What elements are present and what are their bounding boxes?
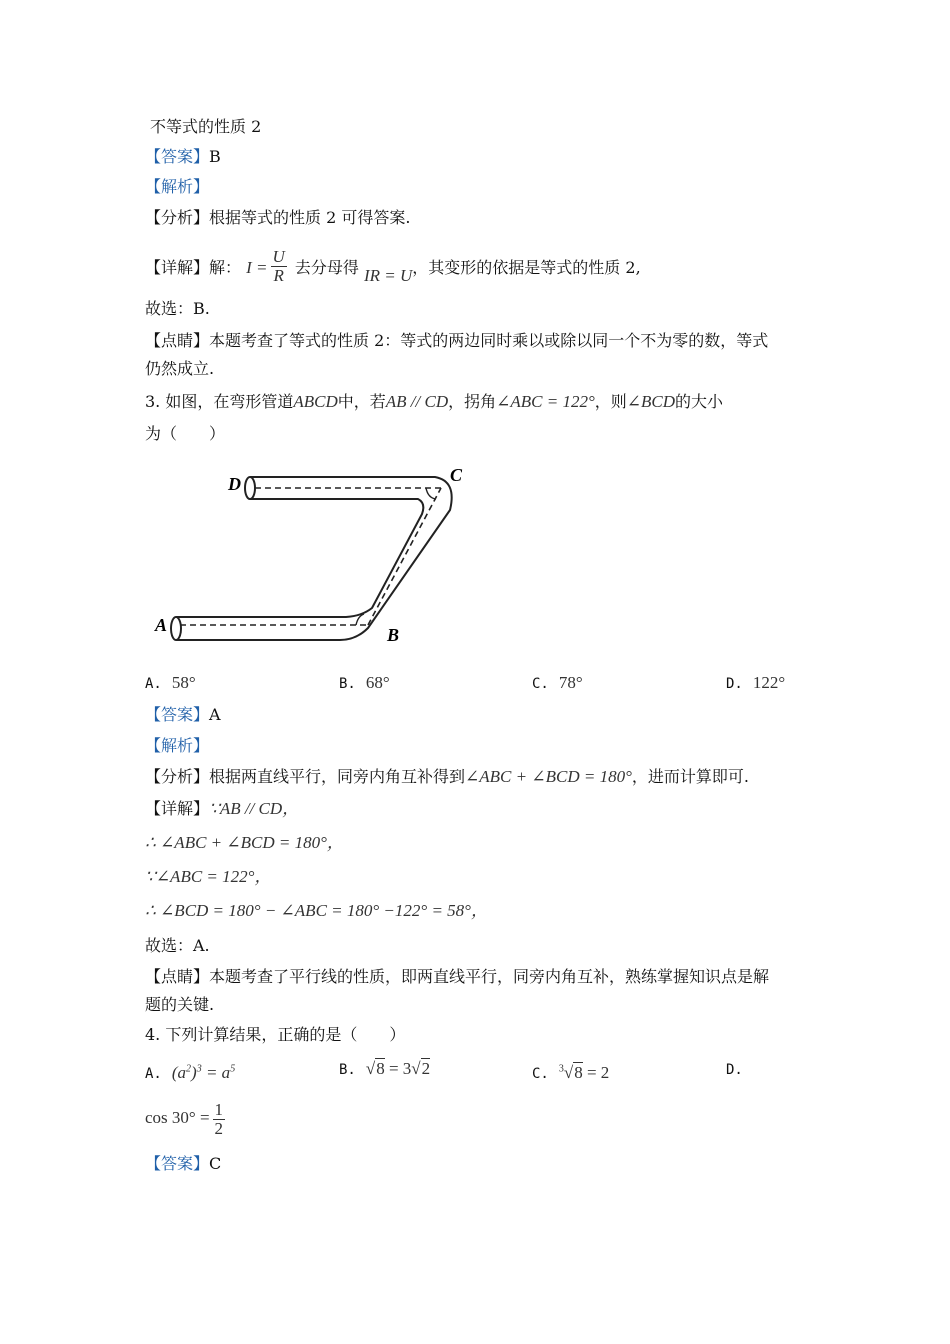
q4-stem: 4. 下列计算结果，正确的是（ ）: [145, 1025, 406, 1044]
cos-lhs: cos 30° =: [145, 1108, 210, 1127]
detail-tag: 【详解】: [145, 258, 210, 277]
q3-choice: 故选：A.: [145, 936, 210, 955]
frac-den: 2: [214, 1118, 224, 1138]
answer-tag: 【答案】: [145, 1154, 210, 1173]
q3-fenxi-b: ，进而计算即可.: [631, 767, 749, 786]
q3-step1: ∴ ∠ABC + ∠BCD = 180°，: [145, 833, 344, 852]
option-letter: D.: [726, 1062, 743, 1078]
fenxi-tag: 【分析】: [145, 208, 210, 227]
q3-option-b[interactable]: [339, 672, 390, 695]
q3-option-a[interactable]: [145, 672, 196, 695]
answer-tag: 【答案】: [145, 147, 210, 166]
q2-eq-result: IR = U: [364, 266, 413, 285]
q3-angle-abc: ∠ABC = 122°: [496, 392, 595, 411]
angle-arc-c: [426, 488, 436, 499]
label-d: D: [228, 474, 241, 494]
q3-stem-e: 的大小: [675, 392, 724, 411]
q3-parallel: AB // CD: [385, 392, 449, 411]
option-value: 58°: [171, 673, 196, 692]
dashed-bc: [368, 488, 441, 625]
label-a: A: [155, 615, 168, 635]
q2-dianjing-line1: 本题考查了等式的性质 2：等式的两边同时乘以或除以同一个不为零的数，等式: [209, 331, 769, 350]
q3-stem-d: ，则: [594, 392, 627, 411]
q4-option-c[interactable]: [532, 1058, 609, 1085]
option-letter: B.: [339, 676, 356, 692]
dianjing-tag: 【点睛】: [145, 967, 210, 986]
header-line: 不等式的性质 2: [150, 117, 262, 136]
pipe-outer-edge: [176, 477, 452, 640]
label-c: C: [450, 465, 463, 485]
expr-base: (a: [171, 1062, 187, 1082]
q2-frac-lhs: I =: [246, 258, 268, 277]
q3-step2: ∵∠ABC = 122°，: [145, 867, 272, 886]
q3-option-c[interactable]: [532, 672, 583, 695]
label-b: B: [387, 625, 400, 645]
q3-angle-bcd: ∠BCD: [626, 392, 676, 411]
q4-answer-value: C: [209, 1154, 222, 1173]
pipe-end-d: [245, 477, 255, 499]
q2-frac-num: U: [272, 247, 285, 266]
q2-dianjing-line2: 仍然成立.: [145, 359, 215, 378]
option-value: 78°: [558, 673, 583, 692]
q3-dianjing-line1: 本题考查了平行线的性质，即两直线平行，同旁内角互补，熟练掌握知识点是解: [209, 967, 770, 986]
expr-mid: = 3: [384, 1059, 412, 1078]
detail-tag: 【详解】: [145, 799, 210, 818]
cos-fraction: [213, 1101, 226, 1138]
answer-tag: 【答案】: [145, 705, 210, 724]
q2-fenxi-text: 根据等式的性质 2 可得答案.: [209, 208, 411, 227]
expr-exp1: 2: [186, 1063, 192, 1074]
q3-dianjing: [145, 966, 769, 988]
option-value: 122°: [752, 673, 786, 692]
q3-stem-b: 中，若: [337, 392, 386, 411]
q4-option-d-expr: [145, 1096, 228, 1140]
option-letter: A.: [145, 1065, 162, 1082]
q3-detail-line1: ∵AB // CD，: [209, 799, 300, 818]
q2-analysis-tag: 【解析】: [145, 177, 210, 196]
q3-fenxi-a: 根据两直线平行，同旁内角互补得到: [209, 767, 466, 786]
radicand-1: 8: [376, 1059, 385, 1078]
expr-eq: = a: [201, 1062, 231, 1082]
q3-answer: [145, 704, 221, 726]
fenxi-tag: 【分析】: [145, 767, 210, 786]
q4-option-d[interactable]: [726, 1058, 753, 1081]
q2-detail-prefix: 解：: [209, 258, 242, 277]
q3-analysis-tag: 【解析】: [145, 736, 210, 755]
q3-stem-a: 3. 如图，在弯形管道: [145, 392, 294, 411]
option-letter: D.: [726, 676, 743, 692]
option-letter: C.: [532, 1065, 549, 1082]
option-letter: B.: [339, 1062, 356, 1078]
q3-answer-value: A: [209, 705, 221, 724]
radicand: 8: [574, 1062, 583, 1082]
radicand-2: 2: [421, 1059, 431, 1078]
q2-answer-value: B: [209, 147, 221, 166]
dianjing-tag: 【点睛】: [145, 331, 210, 350]
q2-choice: 故选：B.: [145, 299, 210, 318]
q3-abcd: ABCD: [293, 392, 338, 411]
q2-detail: [145, 247, 641, 287]
option-c-expr: $^3$√8 = 2: [558, 1062, 610, 1082]
pipe-end-a: [171, 617, 181, 640]
q3-fenxi: [145, 766, 749, 788]
q4-option-a[interactable]: [145, 1058, 235, 1085]
q3-dianjing-line2: 题的关键.: [145, 995, 215, 1014]
q2-answer: [145, 146, 221, 168]
pipe-inner-edge: [176, 499, 423, 617]
q4-answer: [145, 1153, 221, 1175]
q3-stem: [145, 391, 723, 413]
option-letter: C.: [532, 676, 549, 692]
q2-frac-den: R: [273, 266, 284, 285]
q3-option-d[interactable]: [726, 672, 785, 695]
expr-exp3: 5: [230, 1063, 236, 1074]
q4-option-b[interactable]: [339, 1058, 430, 1081]
q2-detail-mid: 去分母得: [294, 258, 359, 277]
q3-detail: [145, 798, 299, 820]
q2-fenxi: [145, 207, 410, 229]
q2-fraction: [271, 248, 287, 285]
bent-pipe-figure: [150, 458, 470, 653]
option-value: 68°: [365, 673, 390, 692]
expr-close: ): [191, 1062, 197, 1082]
root-index: 3: [558, 1063, 564, 1074]
option-a-expr: [172, 1063, 235, 1082]
q3-fenxi-math: ∠ABC + ∠BCD = 180°: [465, 767, 632, 786]
q2-dianjing: [145, 330, 768, 352]
q3-step3: ∴ ∠BCD = 180° − ∠ABC = 180° −122° = 58°，: [145, 901, 488, 920]
q2-detail-suffix: ，其变形的依据是等式的性质 2,: [412, 258, 641, 277]
expr-eq: = 2: [582, 1062, 610, 1082]
option-letter: A.: [145, 676, 162, 692]
option-b-expr: √8 = 3√2: [365, 1059, 431, 1078]
frac-num: 1: [214, 1099, 224, 1119]
q3-stem-line2: 为（ ）: [145, 424, 226, 443]
q3-stem-c: ，拐角: [448, 392, 497, 411]
expr-exp2: 3: [196, 1063, 202, 1074]
